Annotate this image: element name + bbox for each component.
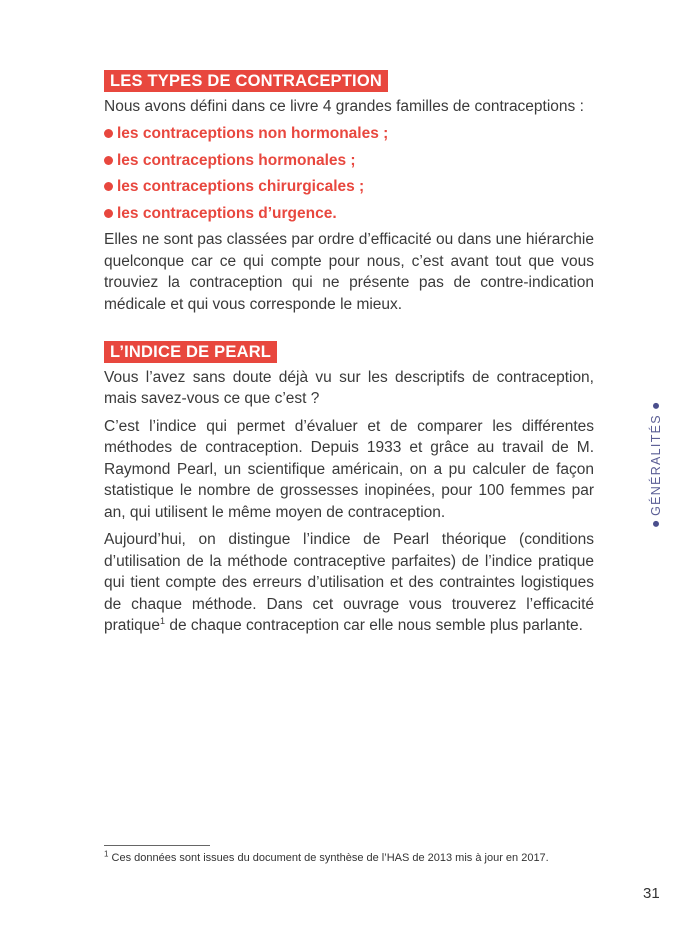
list-item: [104, 123, 594, 145]
footnote-text: Ces données sont issues du document de synthèse de l’HAS de 2013 mis à jour en 2017.: [111, 852, 549, 864]
bullet-dot-icon: [104, 129, 113, 138]
section-indice-pearl: [104, 341, 594, 637]
side-tab-dot-icon: [653, 521, 659, 527]
types-body: Elles ne sont pas classées par ordre d’efficacité ou dans une hiérarchie quelconque car ce qui compte pour nous, c’est avant tout que vous trouviez la contraception qui ne présente pas de contre-indication médicale et qui vous corresponde le mieux.: [104, 231, 594, 313]
footnote-reference[interactable]: 1: [160, 615, 166, 626]
section-heading-pearl: L’INDICE DE PEARL: [104, 341, 277, 363]
list-item-text: les contraceptions chirurgicales ;: [117, 178, 365, 195]
bullet-dot-icon: [104, 156, 113, 165]
side-tab-label: GÉNÉRALITÉS: [649, 414, 663, 516]
list-item-text: les contraceptions non hormonales ;: [117, 125, 389, 142]
pearl-paragraph-3-text: Aujourd’hui, on distingue l’indice de Pearl théorique (conditions d’utilisation de la méthode contraceptive parfaites) de l’indice pratique qui tient compte des erreurs d’utilisation et des contraintes logistiques de chaque méthode. Dans cet ouvrage vous trouverez l’efficacité pratique: [104, 531, 594, 634]
page-number: 31: [643, 885, 660, 902]
list-item-text: les contraceptions d’urgence.: [117, 204, 337, 222]
pearl-paragraph-1: Vous l’avez sans doute déjà vu sur les descriptifs de contraception, mais savez-vous ce que c’est ?: [104, 368, 594, 407]
footnote: [104, 849, 604, 864]
page-content: [104, 70, 594, 663]
list-item: [104, 176, 594, 198]
bullet-dot-icon: [104, 182, 113, 191]
pearl-paragraph-3: [104, 529, 594, 637]
chapter-side-tab: [646, 410, 666, 520]
list-item: [104, 150, 594, 172]
side-tab-dot-icon: [653, 403, 659, 409]
list-item-text: les contraceptions hormonales ;: [117, 151, 356, 169]
bullet-dot-icon: [104, 209, 113, 218]
footnote-marker: 1: [104, 849, 109, 859]
footnote-divider: [104, 845, 210, 846]
pearl-paragraph-3-end: de chaque contraception car elle nous semble plus parlante.: [169, 617, 583, 634]
section-heading-types: LES TYPES DE CONTRACEPTION: [104, 70, 388, 92]
pearl-paragraph-2: C’est l’indice qui permet d’évaluer et de comparer les différentes méthodes de contraception. Depuis 1933 et grâce au travail de M. Raymond Pearl, un scientifique américain, on a pu calculer de façon statistique le nombre de grossesses inopinées, pour 100 femmes par an, qui utilisent le même moyen de contraception.: [104, 417, 594, 521]
types-intro: Nous avons défini dans ce livre 4 grandes familles de contraceptions :: [104, 97, 584, 115]
list-item: [104, 203, 594, 225]
contraception-families-list: [104, 123, 594, 224]
section-types-contraception: [104, 70, 594, 315]
